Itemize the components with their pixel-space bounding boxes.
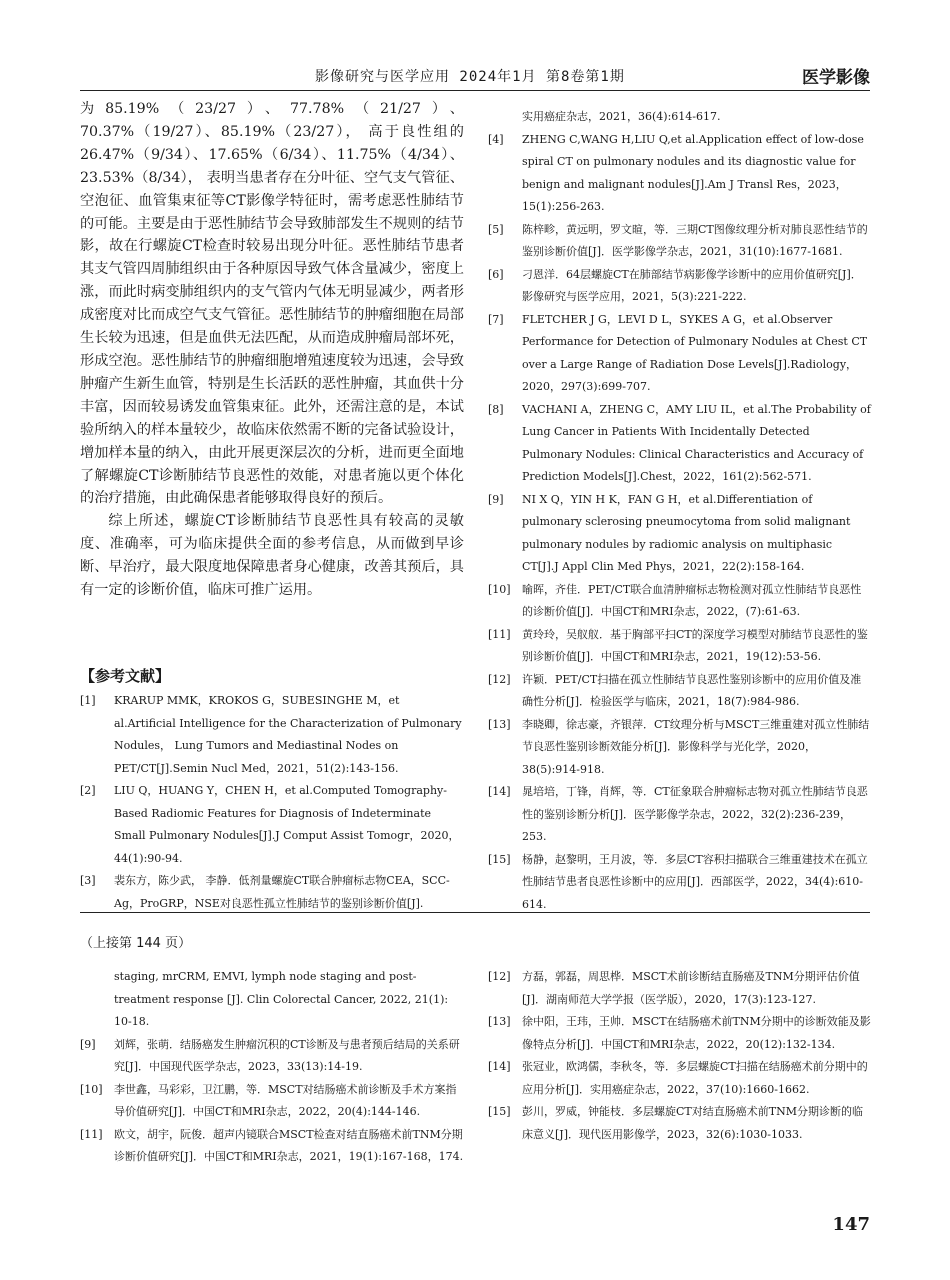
reference-text: 陈梓畛，黄远明，罗文暄，等．三期CT图像纹理分析对肺良恶性结节的鉴别诊断价值[J]．医学影像学杂志，2021，31(10):1677-1681. [522, 222, 868, 258]
page-number: 147 [832, 1214, 870, 1235]
reference-item [488, 264, 872, 309]
reference-item [488, 489, 872, 579]
reference-number: [15] [488, 1105, 511, 1118]
section-title: 医学影像 [802, 68, 870, 88]
reference-item [488, 966, 872, 1011]
reference-text: 裴东方，陈少武， 李静．低剂量螺旋CT联合肿瘤标志物CEA，SCC-Ag，ProGRP，NSE对良恶性孤立性肺结节的鉴别诊断价值[J]. [114, 874, 450, 910]
page-header [80, 62, 870, 91]
reference-number: [8] [488, 402, 504, 416]
reference-number: [11] [80, 1127, 103, 1141]
reference-text: 晁培培，丁锋，肖辉，等．CT征象联合肿瘤标志物对孤立性肺结节良恶性的鉴别诊断分析[J]．医学影像学杂志，2022，32(2):236-239，253. [522, 785, 868, 843]
reference-item [488, 781, 872, 849]
reference-item [488, 1056, 872, 1101]
reference-item [488, 219, 872, 264]
reference-number: [14] [488, 785, 511, 798]
reference-item [488, 849, 872, 917]
continued-from-note: （上接第 144 页） [80, 936, 192, 951]
references-right-column [488, 106, 872, 916]
reference-number: [10] [80, 1082, 103, 1096]
reference-number: [10] [488, 582, 511, 596]
reference-number: [11] [488, 627, 511, 641]
reference-number: [6] [488, 267, 504, 281]
reference-item [80, 780, 464, 870]
reference-text: 徐中阳，王玮，王帅．MSCT在结肠癌术前TNM分期中的诊断效能及影像特点分析[J]．中国CT和MRI杂志，2022，20(12):132-134. [522, 1015, 871, 1051]
reference-text: 彭川，罗威，钟能枝．多层螺旋CT对结直肠癌术前TNM分期诊断的临床意义[J]．现代医用影像学，2023，32(6):1030-1033. [522, 1105, 863, 1141]
reference-text: 许颖．PET/CT扫描在孤立性肺结节良恶性鉴别诊断中的应用价值及准确性分析[J]．检验医学与临床，2021，18(7):984-986. [522, 672, 862, 708]
reference-item [488, 399, 872, 489]
reference-number: [13] [488, 717, 511, 731]
body-text-column [80, 98, 464, 602]
reference-item [488, 129, 872, 219]
journal-title: 影像研究与医学应用 2024年1月 第8卷第1期 [315, 69, 625, 85]
continued-references-right [488, 966, 872, 1146]
reference-number: [12] [488, 672, 511, 686]
reference-text: 杨静，赵黎明，王月波，等．多层CT容积扫描联合三维重建技术在孤立性肺结节患者良恶性诊断中的应用[J]．西部医学，2022，34(4):610-614. [522, 852, 868, 911]
reference-number: [14] [488, 1060, 511, 1073]
reference-item [488, 1011, 872, 1056]
reference-item [488, 1101, 872, 1146]
reference-text: 欧文，胡宇，阮俊．超声内镜联合MSCT检查对结直肠癌术前TNM分期诊断价值研究[J]．中国CT和MRI杂志，2021，19(1):167-168，174. [114, 1127, 464, 1163]
reference-text: ZHENG C,WANG H,LIU Q,et al.Application effect of low-dose spiral CT on pulmonary nodules and its diagnostic value for benign and malignant nodules[J].Am J Transl Res，2023，15(1):256-263. [522, 132, 864, 213]
reference-item [488, 579, 872, 624]
reference-continuation: staging, mrCRM, EMVI, lymph node staging and post-treatment response [J]. Clin Colorectal Cancer, 2022, 21(1): 10-18. [114, 970, 449, 1028]
section-divider [80, 912, 870, 913]
body-paragraph: 为85.19%（23/27）、77.78%（21/27）、70.37%（19/27）、85.19%（23/27）， 高于良性组的26.47%（9/34）、17.65%（6/34）、11.75%（4/34）、23.53%（8/34）， 表明当患者存在分叶征、空气支气管征、空泡征、血管集束征等CT影像学特征时，需考虑恶性肺结节的可能。主要是由于恶性肺结节会导致肺部发生不规则的结节影，故在行螺旋CT检查时较易出现分叶征。恶性肺结节患者其支气管四周肺组织由于各种原因导致气体含量减少，密度上涨，而此时病变肺组织内的支气管内气体无明显减少，两者形成密度对比而成空气支气管征。恶性肺结节的肿瘤细胞在局部生长较为迅速，但是血供无法匹配，从而造成肿瘤局部坏死，形成空泡。恶性肺结节的肿瘤细胞增殖速度较为迅速，会导致肿瘤产生新生血管，特别是生长活跃的恶性肿瘤，其血供十分丰富，因而较易诱发血管集束征。此外，还需注意的是，本试验所纳入的样本量较少，故临床依然需不断的完备试验设计，增加样本量的纳入，由此开展更深层次的分析，进而更全面地了解螺旋CT诊断肺结节良恶性的效能，对患者施以更个体化的治疗措施，由此确保患者能够取得良好的预后。 [80, 101, 464, 507]
reference-item [80, 1034, 464, 1079]
reference-number: [12] [488, 970, 511, 983]
reference-text: 张冠业，欧鸿儒，李秋冬，等．多层螺旋CT扫描在结肠癌术前分期中的应用分析[J]．实用癌症杂志，2022，37(10):1660-1662. [522, 1060, 868, 1096]
reference-number: [13] [488, 1015, 511, 1028]
reference-number: [15] [488, 852, 511, 866]
reference-number: [9] [488, 492, 504, 506]
reference-text: 李晓卿，徐志豪，齐银萍．CT纹理分析与MSCT三维重建对孤立性肺结节良恶性鉴别诊断效能分析[J]．影像科学与光化学，2020，38(5):914-918. [522, 717, 870, 776]
reference-item [80, 1124, 464, 1169]
reference-text: NI X Q，YIN H K，FAN G H，et al.Differentiation of pulmonary sclerosing pneumocytoma from solid malignant pulmonary nodules by radiomic analysis on multiphasic CT[J].J Appl Clin Med Phys，2021，22(2):158-164. [522, 492, 851, 573]
continued-references-left [80, 966, 464, 1169]
reference-continuation: 实用癌症杂志，2021，36(4):614-617. [522, 110, 721, 123]
reference-number: [5] [488, 222, 504, 236]
reference-number: [1] [80, 694, 96, 707]
references-heading: 【参考文献】 [80, 667, 171, 685]
reference-text: LIU Q，HUANG Y，CHEN H，et al.Computed Tomography-Based Radiomic Features for Diagnosis of Indeterminate Small Pulmonary Nodules[J].J Comput Assist Tomogr，2020，44(1):90-94. [114, 784, 460, 865]
reference-text: VACHANI A，ZHENG C，AMY LIU IL，et al.The Probability of Lung Cancer in Patients With Incidentally Detected Pulmonary Nodules: Clinical Characteristics and Accuracy of Prediction Models[J].Chest，2022，161(2):562-571. [522, 402, 871, 483]
references-left-column [80, 690, 464, 915]
reference-item [488, 309, 872, 399]
reference-number: [9] [80, 1037, 96, 1051]
reference-item [488, 669, 872, 714]
reference-number: [7] [488, 312, 504, 326]
body-paragraph: 综上所述，螺旋CT诊断肺结节良恶性具有较高的灵敏度、准确率，可为临床提供全面的参考信息，从而做到早诊断、早治疗，最大限度地保障患者身心健康，改善其预后，具有一定的诊断价值，临床可推广运用。 [80, 513, 464, 599]
reference-text: FLETCHER J G，LEVI D L，SYKES A G，et al.Observer Performance for Detection of Pulmonary Nodules at Chest CT over a Large Range of Radiation Dose Levels[J].Radiology，2020，297(3):699-707. [522, 312, 868, 393]
reference-item [80, 870, 464, 915]
reference-text: 黄玲玲，吴舣舣．基于胸部平扫CT的深度学习模型对肺结节良恶性的鉴别诊断价值[J]．中国CT和MRI杂志，2021，19(12):53-56. [522, 627, 868, 663]
reference-text: 方磊，郭磊，周思桦．MSCT术前诊断结直肠癌及TNM分期评估价值[J]．湖南师范大学学报（医学版），2020，17(3):123-127. [522, 970, 860, 1006]
reference-text: 喻晖，齐佳．PET/CT联合血清肿瘤标志物检测对孤立性肺结节良恶性的诊断价值[J]．中国CT和MRI杂志，2022，(7):61-63. [522, 582, 862, 618]
reference-item [488, 624, 872, 669]
reference-text: KRARUP MMK，KROKOS G，SUBESINGHE M，et al.Artificial Intelligence for the Characterization of Pulmonary Nodules， Lung Tumors and Mediastinal Nodes on PET/CT[J].Semin Nucl Med，2021，51(2):143-156. [114, 694, 462, 775]
reference-number: [4] [488, 132, 504, 146]
reference-number: [2] [80, 784, 96, 797]
reference-text: 刘辉，张萌．结肠癌发生肿瘤沉积的CT诊断及与患者预后结局的关系研究[J]．中国现代医学杂志，2023，33(13):14-19. [114, 1037, 460, 1073]
reference-item [488, 714, 872, 782]
reference-item [80, 690, 464, 780]
reference-number: [3] [80, 874, 96, 887]
reference-text: 李世鑫，马彩彩，卫江鹏，等．MSCT对结肠癌术前诊断及手术方案指导价值研究[J]．中国CT和MRI杂志，2022，20(4):144-146. [114, 1082, 457, 1118]
reference-item [80, 1079, 464, 1124]
reference-text: 刁恩洋．64层螺旋CT在肺部结节病影像学诊断中的应用价值研究[J]．影像研究与医学应用，2021，5(3):221-222. [522, 267, 862, 303]
